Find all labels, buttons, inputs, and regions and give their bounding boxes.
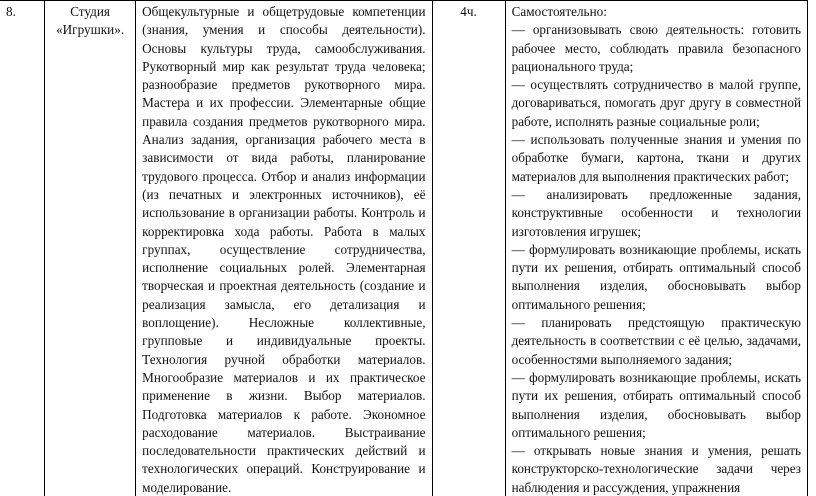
activities-heading: Самостоятельно:: [511, 4, 607, 19]
topic-title: [45, 1, 135, 40]
activity-item: — осуществлять сотрудничество в малой группе, договариваться, помогать друг другу в совместной работе, исполнять разные социальные роли;: [511, 77, 801, 129]
hours-cell: [432, 1, 505, 496]
row-number: 8.: [6, 4, 16, 19]
activity-item: — организовывать свою деятельность: готовить рабочее место, соблюдать правила безопасного рационального труда;: [511, 22, 801, 74]
activity-item: — формулировать возникающие проблемы, искать пути их решения, отбирать оптимальный способ выполнения изделия, обосновывать выбор оптимального решения;: [511, 241, 801, 312]
topic-title-line-1: Студия: [70, 4, 110, 19]
activities-list: [506, 1, 807, 496]
activity-item: — формулировать возникающие проблемы, искать пути их решения, отбирать оптимальный способ выполнения изделия, обосновывать выбор оптимального решения;: [511, 369, 801, 440]
content-cell: [136, 1, 432, 496]
activity-item: — использовать полученные знания и умения по обработке бумаги, картона, ткани и других материалов для выполнения практических работ;: [511, 132, 801, 184]
content-text: Общекультурные и общетрудовые компетенции (знания, умения и способы деятельности). Основы культуры труда, самообслуживания. Рукотворный мир как результат труда человека; разнообразие предметов рукотворного мира. Мастера и их профессии. Элементарные общие правила создания предметов рукотворного мира. Анализ задания, организация рабочего места в зависимости от вида работы, планирование трудового процесса. Отбор и анализ информации (из печатных и электронных источников), её использование в организации работы. Контроль и корректировка хода работы. Работа в малых группах, осуществление сотрудничества, исполнение социальных ролей. Элементарная творческая и проектная деятельность (создание и реализация замысла, его детализация и воплощение). Несложные коллективные, групповые и индивидуальные проекты. Технология ручной обработки материалов. Многообразие материалов и их практическое применение в жизни. Выбор материалов. Подготовка материалов к работе. Экономное расходование материалов. Выстраивание последовательности практических действий и технологических операций. Конструирование и моделирование.: [142, 4, 426, 495]
hours-value: 4ч.: [460, 4, 477, 19]
activity-item: — анализировать предложенные задания, конструктивные особенности и технологии изготовления игрушек;: [511, 186, 801, 239]
topic-title-line-2: «Игрушки».: [56, 22, 125, 38]
table-row: [0, 1, 808, 496]
topic-title-cell: [45, 1, 136, 496]
activity-item: — планировать предстоящую практическую деятельность в соответствии с её целью, задачами, особенностями выполняемого задания;: [511, 315, 801, 367]
row-number-cell: [0, 1, 45, 496]
activity-item: — открывать новые знания и умения, решать конструкторско-технологические задачи через наблюдения и рассуждения, упражнения: [511, 443, 801, 495]
activities-cell: [505, 1, 807, 496]
